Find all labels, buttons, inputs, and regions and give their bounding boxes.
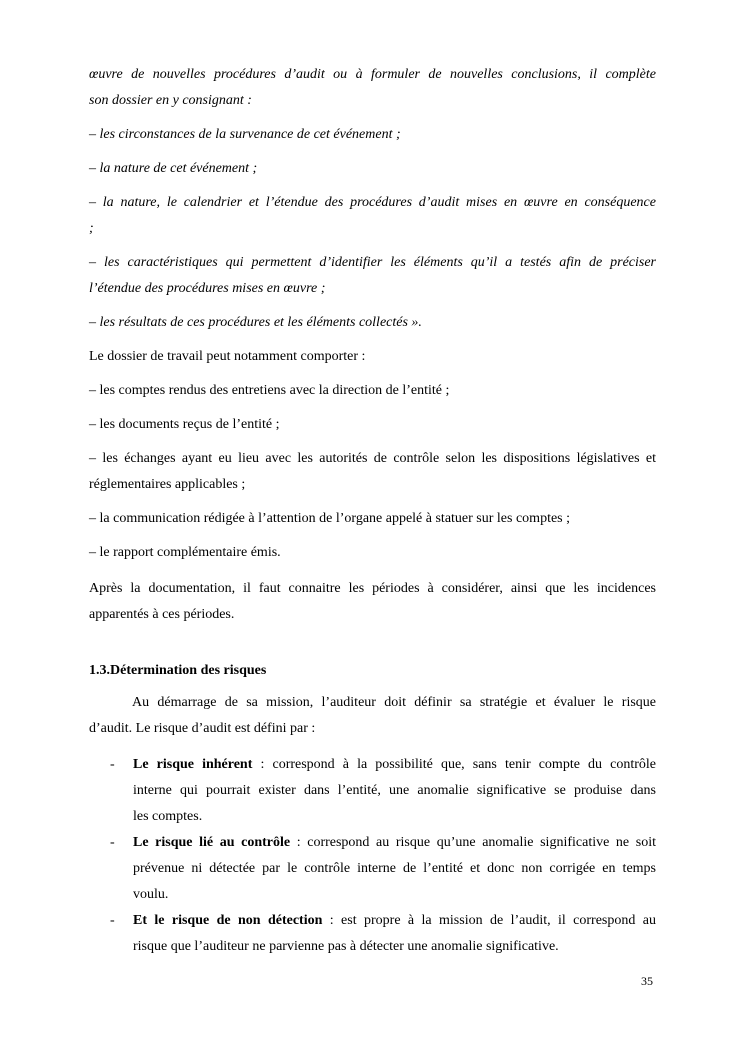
- risk-list: [89, 752, 656, 960]
- dossier-item: – les documents reçus de l’entité ;: [89, 417, 280, 432]
- risk-line: interne qui pourrait exister dans l’entité, une anomalie significative se produise dans: [133, 783, 656, 798]
- quote-item: – la nature de cet événement ;: [89, 161, 258, 176]
- paragraph-line: d’audit. Le risque d’audit est défini par :: [89, 721, 316, 736]
- quote-item-continuation: ;: [89, 221, 94, 236]
- dossier-item: – la communication rédigée à l’attention de l’organe appelé à statuer sur les comptes ;: [89, 511, 571, 526]
- section-paragraph: [89, 690, 656, 742]
- risk-line: [133, 830, 656, 856]
- risk-line: [133, 752, 656, 778]
- paragraph-line: Au démarrage de sa mission, l’auditeur doit définir sa stratégie et évaluer le risque: [132, 695, 656, 710]
- risk-text: : est propre à la mission de l’audit, il correspond au: [322, 913, 656, 928]
- risk-item: [89, 752, 656, 830]
- quote-line: œuvre de nouvelles procédures d’audit ou à formuler de nouvelles conclusions, il complète: [89, 67, 656, 82]
- dossier-intro: Le dossier de travail peut notamment comporter :: [89, 349, 366, 364]
- dossier-item-continuation: réglementaires applicables ;: [89, 477, 246, 492]
- risk-term: Le risque lié au contrôle: [133, 835, 291, 850]
- bullet-dash: -: [110, 913, 115, 928]
- paragraph-line: Après la documentation, il faut connaitre les périodes à considérer, ainsi que les incidences: [89, 581, 656, 596]
- risk-item: [89, 908, 656, 960]
- risk-line: risque que l’auditeur ne parvienne pas à détecter une anomalie significative.: [133, 939, 559, 954]
- risk-term: Et le risque de non détection: [133, 913, 323, 928]
- risk-line: prévenue ni détectée par le contrôle interne de l’entité et donc non corrigée en temps: [133, 861, 656, 876]
- quote-item: – les résultats de ces procédures et les éléments collectés ».: [89, 315, 422, 330]
- document-page: [89, 62, 656, 960]
- dossier-item: – les comptes rendus des entretiens avec la direction de l’entité ;: [89, 383, 450, 398]
- after-doc-paragraph: [89, 576, 656, 628]
- page-number: 35: [641, 974, 653, 988]
- quote-item-continuation: l’étendue des procédures mises en œuvre ;: [89, 281, 326, 296]
- bullet-dash: -: [110, 835, 115, 850]
- risk-line: [133, 908, 656, 934]
- risk-text: : correspond à la possibilité que, sans tenir compte du contrôle: [252, 757, 656, 772]
- risk-text: : correspond au risque qu’une anomalie significative ne soit: [290, 835, 656, 850]
- risk-line: les comptes.: [133, 809, 203, 824]
- dossier-item: – le rapport complémentaire émis.: [89, 545, 281, 560]
- dossier-item: – les échanges ayant eu lieu avec les autorités de contrôle selon les dispositions législatives et: [89, 451, 656, 466]
- risk-term: Le risque inhérent: [133, 757, 253, 772]
- paragraph-line: apparentés à ces périodes.: [89, 607, 235, 622]
- risk-item: [89, 830, 656, 908]
- quote-line: son dossier en y consignant :: [89, 93, 252, 108]
- quote-item: – les caractéristiques qui permettent d’identifier les éléments qu’il a testés afin de préciser: [89, 255, 656, 270]
- bullet-dash: -: [110, 757, 115, 772]
- quote-item: – les circonstances de la survenance de cet événement ;: [89, 127, 401, 142]
- risk-line: voulu.: [133, 887, 169, 902]
- dossier-list: [89, 344, 656, 566]
- quote-item: – la nature, le calendrier et l’étendue des procédures d’audit mises en œuvre en conséquence: [89, 195, 656, 210]
- section-heading: 1.3.Détermination des risques: [89, 663, 267, 678]
- quote-block: [89, 62, 656, 336]
